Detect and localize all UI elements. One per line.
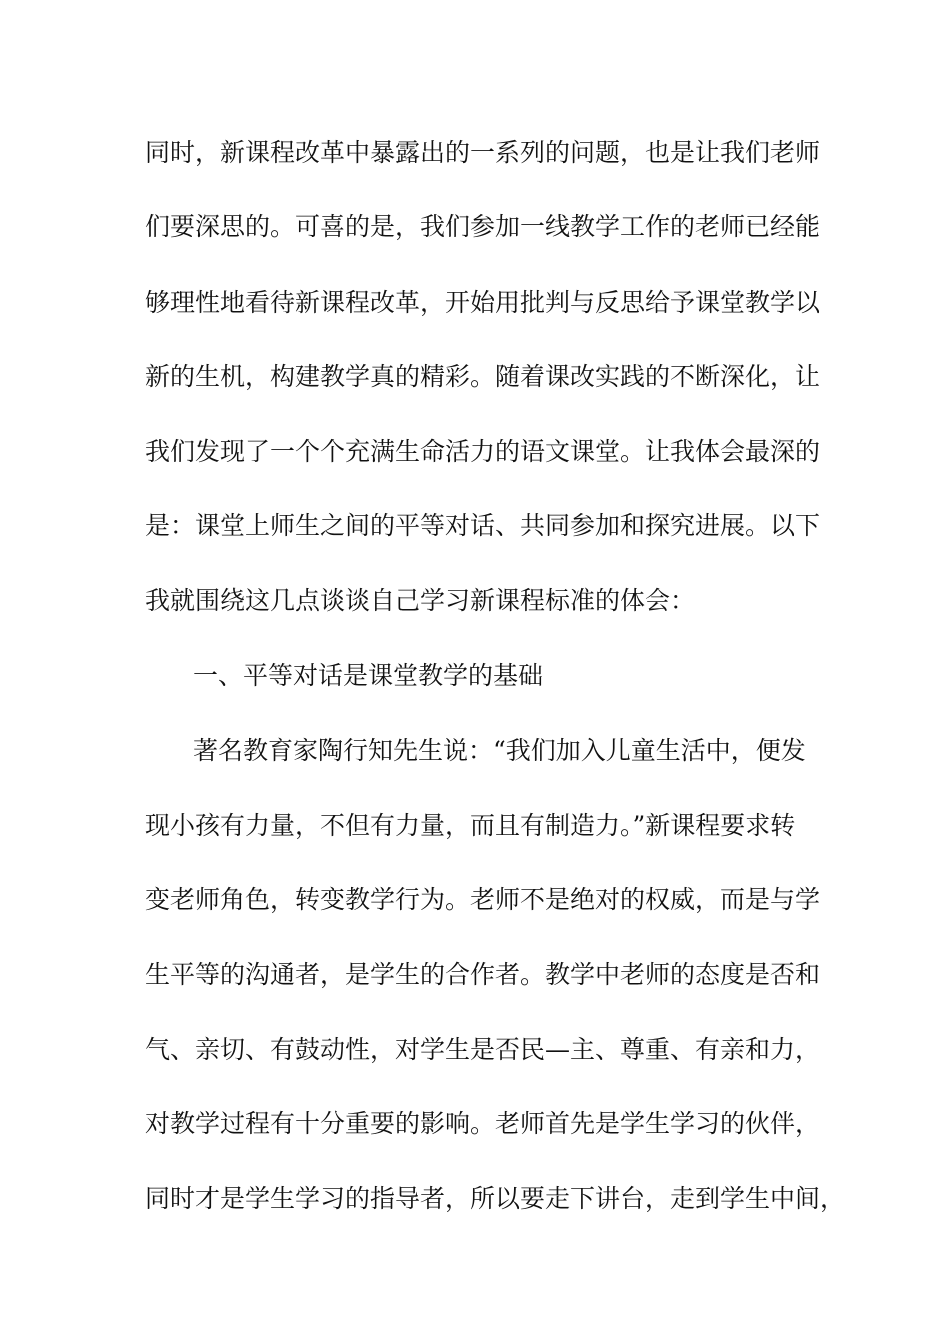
section-heading: 一、平等对话是课堂教学的基础 xyxy=(193,661,544,690)
paragraph-line: 对教学过程有十分重要的影响。老师首先是学生学习的伙伴， xyxy=(145,1109,821,1138)
paragraph-line: 现小孩有力量，不但有力量，而且有制造力。”新课程要求转 xyxy=(145,811,796,840)
paragraph-line: 我们发现了一个个充满生命活力的语文课堂。让我体会最深的 xyxy=(145,437,821,466)
paragraph-line: 是：课堂上师生之间的平等对话、共同参加和探究进展。以下 xyxy=(145,511,821,540)
paragraph-line: 生平等的沟通者，是学生的合作者。教学中老师的态度是否和 xyxy=(145,960,821,989)
paragraph-line: 们要深思的。可喜的是，我们参加一线教学工作的老师已经能 xyxy=(145,212,821,241)
paragraph-line: 我就围绕这几点谈谈自己学习新课程标准的体会： xyxy=(145,586,696,615)
paragraph-line: 变老师角色，转变教学行为。老师不是绝对的权威，而是与学 xyxy=(145,885,821,914)
paragraph-line: 够理性地看待新课程改革，开始用批判与反思给予课堂教学以 xyxy=(145,288,821,317)
paragraph-line: 气、亲切、有鼓动性，对学生是否民—主、尊重、有亲和力， xyxy=(145,1035,821,1064)
paragraph-line: 同时，新课程改革中暴露出的一系列的问题，也是让我们老师 xyxy=(145,138,821,167)
paragraph-line: 新的生机，构建教学真的精彩。随着课改实践的不断深化，让 xyxy=(145,362,821,391)
paragraph-line: 同时才是学生学习的指导者，所以要走下讲台，走到学生中间， xyxy=(145,1184,846,1213)
paragraph-first-line: 著名教育家陶行知先生说：“我们加入儿童生活中，便发 xyxy=(193,736,806,765)
